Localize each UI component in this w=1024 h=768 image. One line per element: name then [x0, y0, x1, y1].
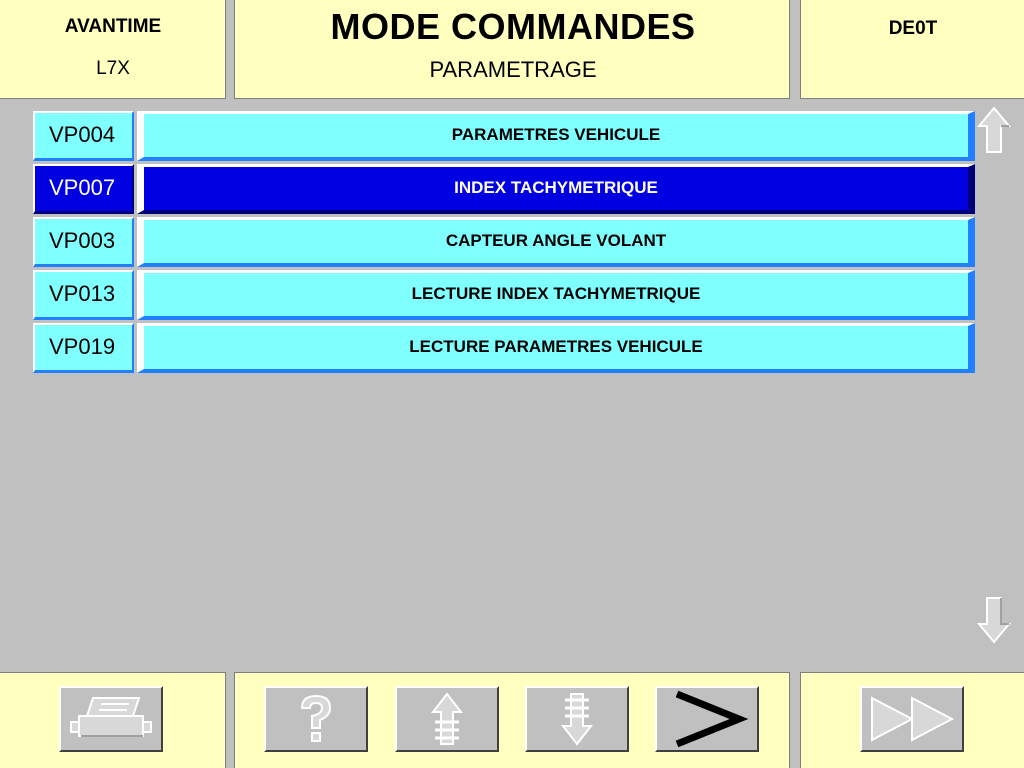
command-label: LECTURE INDEX TACHYMETRIQUE: [137, 270, 975, 320]
title-panel: [234, 0, 790, 99]
command-row[interactable]: [33, 217, 975, 267]
command-code: VP007: [33, 164, 134, 214]
vehicle-info-panel: [0, 0, 226, 99]
command-code: VP003: [33, 217, 134, 267]
command-code: VP004: [33, 111, 134, 161]
command-row[interactable]: [33, 323, 975, 373]
page-up-icon: [397, 688, 497, 750]
ecu-code: DE0T: [888, 18, 938, 39]
command-label: INDEX TACHYMETRIQUE: [137, 164, 975, 214]
greater-than-icon: [657, 688, 757, 750]
page-down-button[interactable]: [525, 686, 629, 752]
scroll-up-arrow-icon[interactable]: [977, 106, 1011, 154]
command-row[interactable]: [33, 111, 975, 161]
question-mark-icon: [266, 688, 366, 750]
vehicle-name: AVANTIME: [64, 16, 162, 37]
engine-code: L7X: [96, 58, 130, 79]
command-label: LECTURE PARAMETRES VEHICULE: [137, 323, 975, 373]
command-row-selected[interactable]: [33, 164, 975, 214]
command-label: PARAMETRES VEHICULE: [137, 111, 975, 161]
scroll-down-arrow-icon[interactable]: [977, 596, 1011, 644]
command-code: VP013: [33, 270, 134, 320]
command-label: CAPTEUR ANGLE VOLANT: [137, 217, 975, 267]
help-button[interactable]: [264, 686, 368, 752]
ecu-info-panel: [800, 0, 1024, 99]
page-down-icon: [527, 688, 627, 750]
next-button[interactable]: [655, 686, 759, 752]
fast-forward-button[interactable]: [860, 686, 964, 752]
fast-forward-icon: [862, 688, 962, 750]
command-row[interactable]: [33, 270, 975, 320]
print-button[interactable]: [59, 686, 163, 752]
printer-icon: [61, 688, 161, 750]
page-up-button[interactable]: [395, 686, 499, 752]
page-title: MODE COMMANDES: [330, 6, 696, 47]
command-code: VP019: [33, 323, 134, 373]
page-subtitle: PARAMETRAGE: [429, 57, 597, 82]
